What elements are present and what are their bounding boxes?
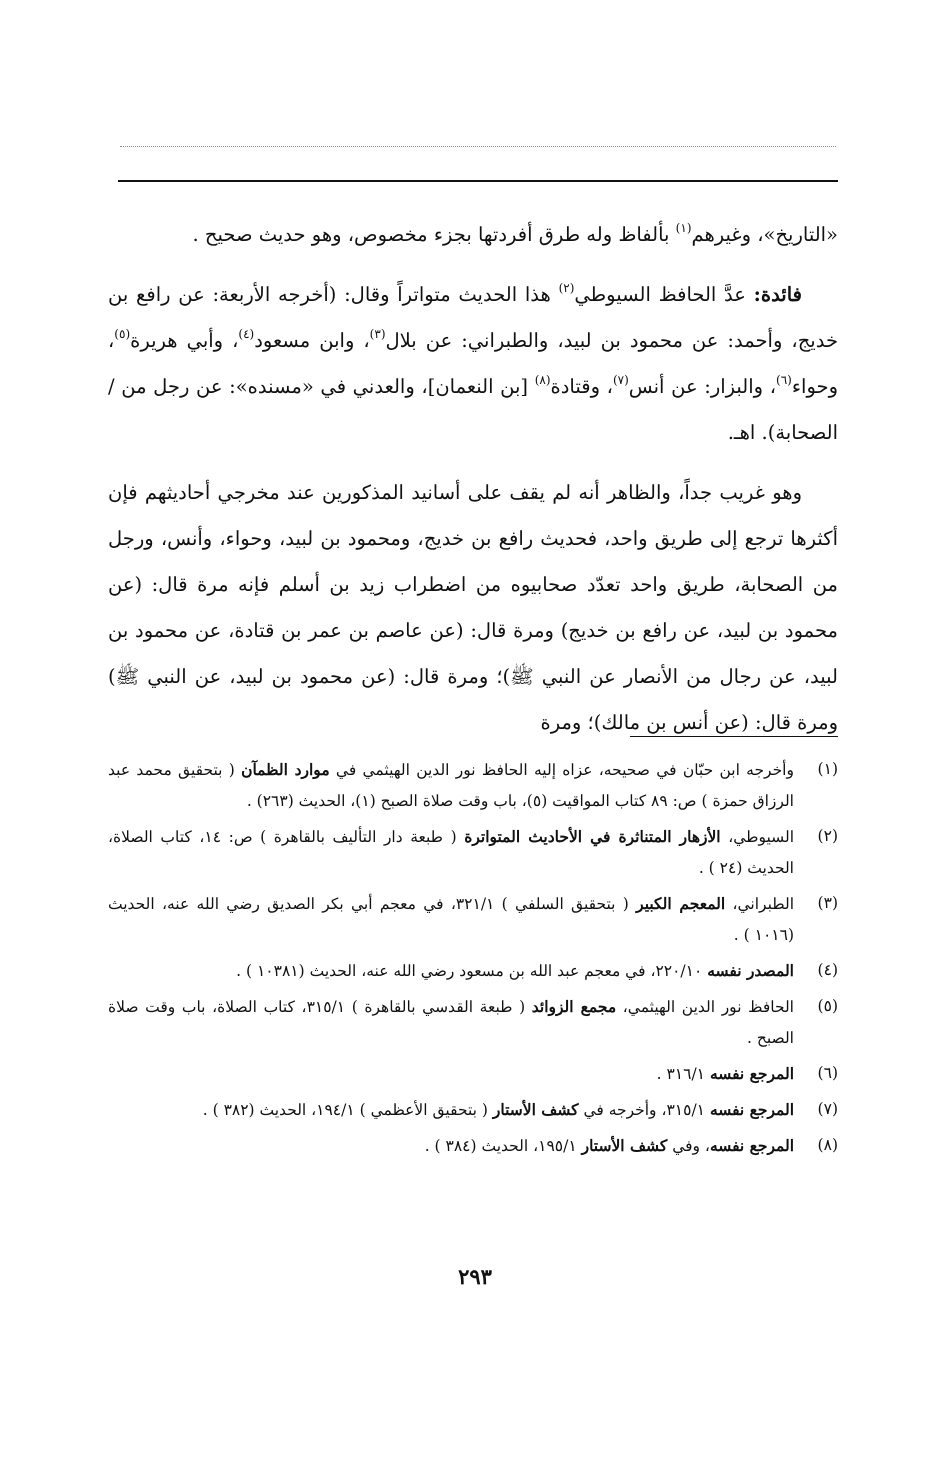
source-title: موارد الظمآن [241,760,330,779]
footnote-text [108,1094,794,1126]
footnote-ref-1: (١) [675,220,692,235]
footnote-text-b: ( بتحقيق محمد عبد الرزاق حمزة ) ص: ٨٩ كتاب المواقيت (٥)، باب وقت صلاة الصبح (١)، الحديث (٢٦٣) . [108,761,794,810]
footnote-text [108,821,794,884]
footnote-8 [108,1130,838,1162]
footnote-ref-6: (٦) [776,372,792,387]
source-title: مجمع الزوائد [531,997,617,1016]
header-dotted-rule [120,146,836,147]
footnote-2 [108,821,838,884]
footnote-text-b: ٣١٦/١ . [656,1065,710,1083]
footnote-text [108,754,794,817]
paragraph-2-text-b: هذا الحديث متواتراً وقال: (أخرجه الأربعة: عن رافع بن خديج، وأحمد: عن محمود بن لبيد، والطبراني: عن بلال [108,283,838,352]
footnote-text-b: ( بتحقيق السلفي ) ٣٢١/١، في معجم أبي بكر الصديق رضي الله عنه، الحديث (١٠١٦ ) . [108,895,794,944]
footnote-number: (٨) [817,1136,838,1154]
footnote-text [108,1130,794,1162]
footnote-text-c: ( بتحقيق الأعظمي ) ١٩٤/١، الحديث (٣٨٢ ) . [202,1101,493,1119]
footnote-text-c: ١٩٥/١، الحديث (٣٨٤ ) . [424,1137,582,1155]
footnote-4 [108,955,838,987]
footnote-ref-8: (٨) [534,372,551,387]
footnote-ref-4: (٤) [238,326,255,341]
paragraph-2-text-g: ، وقتادة [550,375,613,398]
footnote-ref-2: (٢) [558,280,575,295]
footnote-number: (٥) [817,997,838,1015]
paragraph-2-text-f: ، والبزار: عن أنس [628,375,777,398]
footnote-separator [630,736,838,737]
source-title: المرجع نفسه [709,1136,794,1155]
source-title: الأزهار المتناثرة في الأحاديث المتواترة [464,827,721,846]
footnote-text-b: ( طبعة دار التأليف بالقاهرة ) ص: ١٤، كتاب الصلاة، الحديث (٢٤ ) . [108,828,794,877]
footnote-text [108,1058,794,1090]
paragraph-1 [108,212,838,258]
footnote-text [108,888,794,951]
paragraph-2-text-c: ، وابن مسعود [254,329,370,352]
paragraph-2 [108,272,838,456]
footnote-3 [108,888,838,951]
footnote-text [108,991,794,1054]
source-title: المصدر نفسه [707,961,794,980]
footnotes [108,754,838,1166]
paragraph-3: وهو غريب جداً، والظاهر أنه لم يقف على أسانيد المذكورين عند مخرجي أحاديثهم فإن أكثرها ترجع إلى طريق واحد، فحديث رافع بن خديج، ومحمود بن لبيد، وحواء، وأنس، ورجل من الصحابة، طريق واحد تعدّد صحابيوه من اضطراب زيد بن أسلم فإنه مرة قال: (عن محمود بن لبيد، عن رافع بن خديج) ومرة قال: (عن عاصم بن عمر بن قتادة، عن محمود بن لبيد، عن رجال من الأنصار عن النبي ﷺ)؛ ومرة قال: (عن محمود بن لبيد، عن النبي ﷺ) ومرة قال: (عن أنس بن مالك)؛ ومرة [108,481,838,734]
source-title: المعجم الكبير [636,894,726,913]
footnote-text-a: وأخرجه ابن حبّان في صحيحه، عزاه إليه الحافظ نور الدين الهيثمي في [329,761,794,779]
source-title-2: كشف الأستار [581,1136,668,1155]
source-title-2: كشف الأستار [492,1100,579,1119]
paragraph-2-text-a: عدَّ الحافظ السيوطي [574,283,754,306]
source-title: المرجع نفسه [709,1064,794,1083]
footnote-text-b: ٣١٥/١، وأخرجه في [578,1101,710,1119]
footnote-7 [108,1094,838,1126]
page-number: ٢٩٣ [458,1264,492,1289]
footnote-text [108,955,794,987]
paragraph-1-text-b: بألفاظ وله طرق أفردتها بجزء مخصوص، وهو حديث صحيح . [192,223,676,246]
footnote-6 [108,1058,838,1090]
paragraph-1-text-a: «التاريخ»، وغيرهم [691,223,838,246]
paragraph-2-text-d: ، وأبي هريرة [130,329,239,352]
footnote-number: (٣) [817,894,838,912]
footnote-1 [108,754,838,817]
footnote-number: (٤) [817,961,838,979]
footnote-ref-5: (٥) [114,326,131,341]
footnote-number: (٧) [817,1100,838,1118]
footnote-text-b: ، وفي [667,1137,710,1155]
header-rule [118,180,838,182]
footnote-text-b: ٢٢٠/١٠، في معجم عبد الله بن مسعود رضي الله عنه، الحديث (١٠٣٨١ ) . [236,962,708,980]
footnote-number: (٦) [817,1064,838,1082]
footnote-ref-3: (٣) [369,326,386,341]
footnote-ref-7: (٧) [612,372,629,387]
paragraph-2-text-e: ، وحواء [108,329,838,398]
footnote-text-a: السيوطي، [720,828,794,846]
footnote-number: (٢) [817,827,838,845]
footnote-5 [108,991,838,1054]
footnote-text-a: الطبراني، [725,895,794,913]
source-title: المرجع نفسه [709,1100,794,1119]
faida-label: فائدة: [753,283,802,306]
main-text [108,212,838,746]
footnote-text-b: ( طبعة القدسي بالقاهرة ) ٣١٥/١، كتاب الصلاة، باب وقت صلاة الصبح . [108,998,794,1047]
footnote-text-a: الحافظ نور الدين الهيثمي، [616,998,794,1016]
paragraph-2-text-h: [بن النعمان]، والعدني في «مسنده»: عن رجل من /الصحابة). اهـ. [108,375,838,444]
footnote-number: (١) [817,760,838,778]
